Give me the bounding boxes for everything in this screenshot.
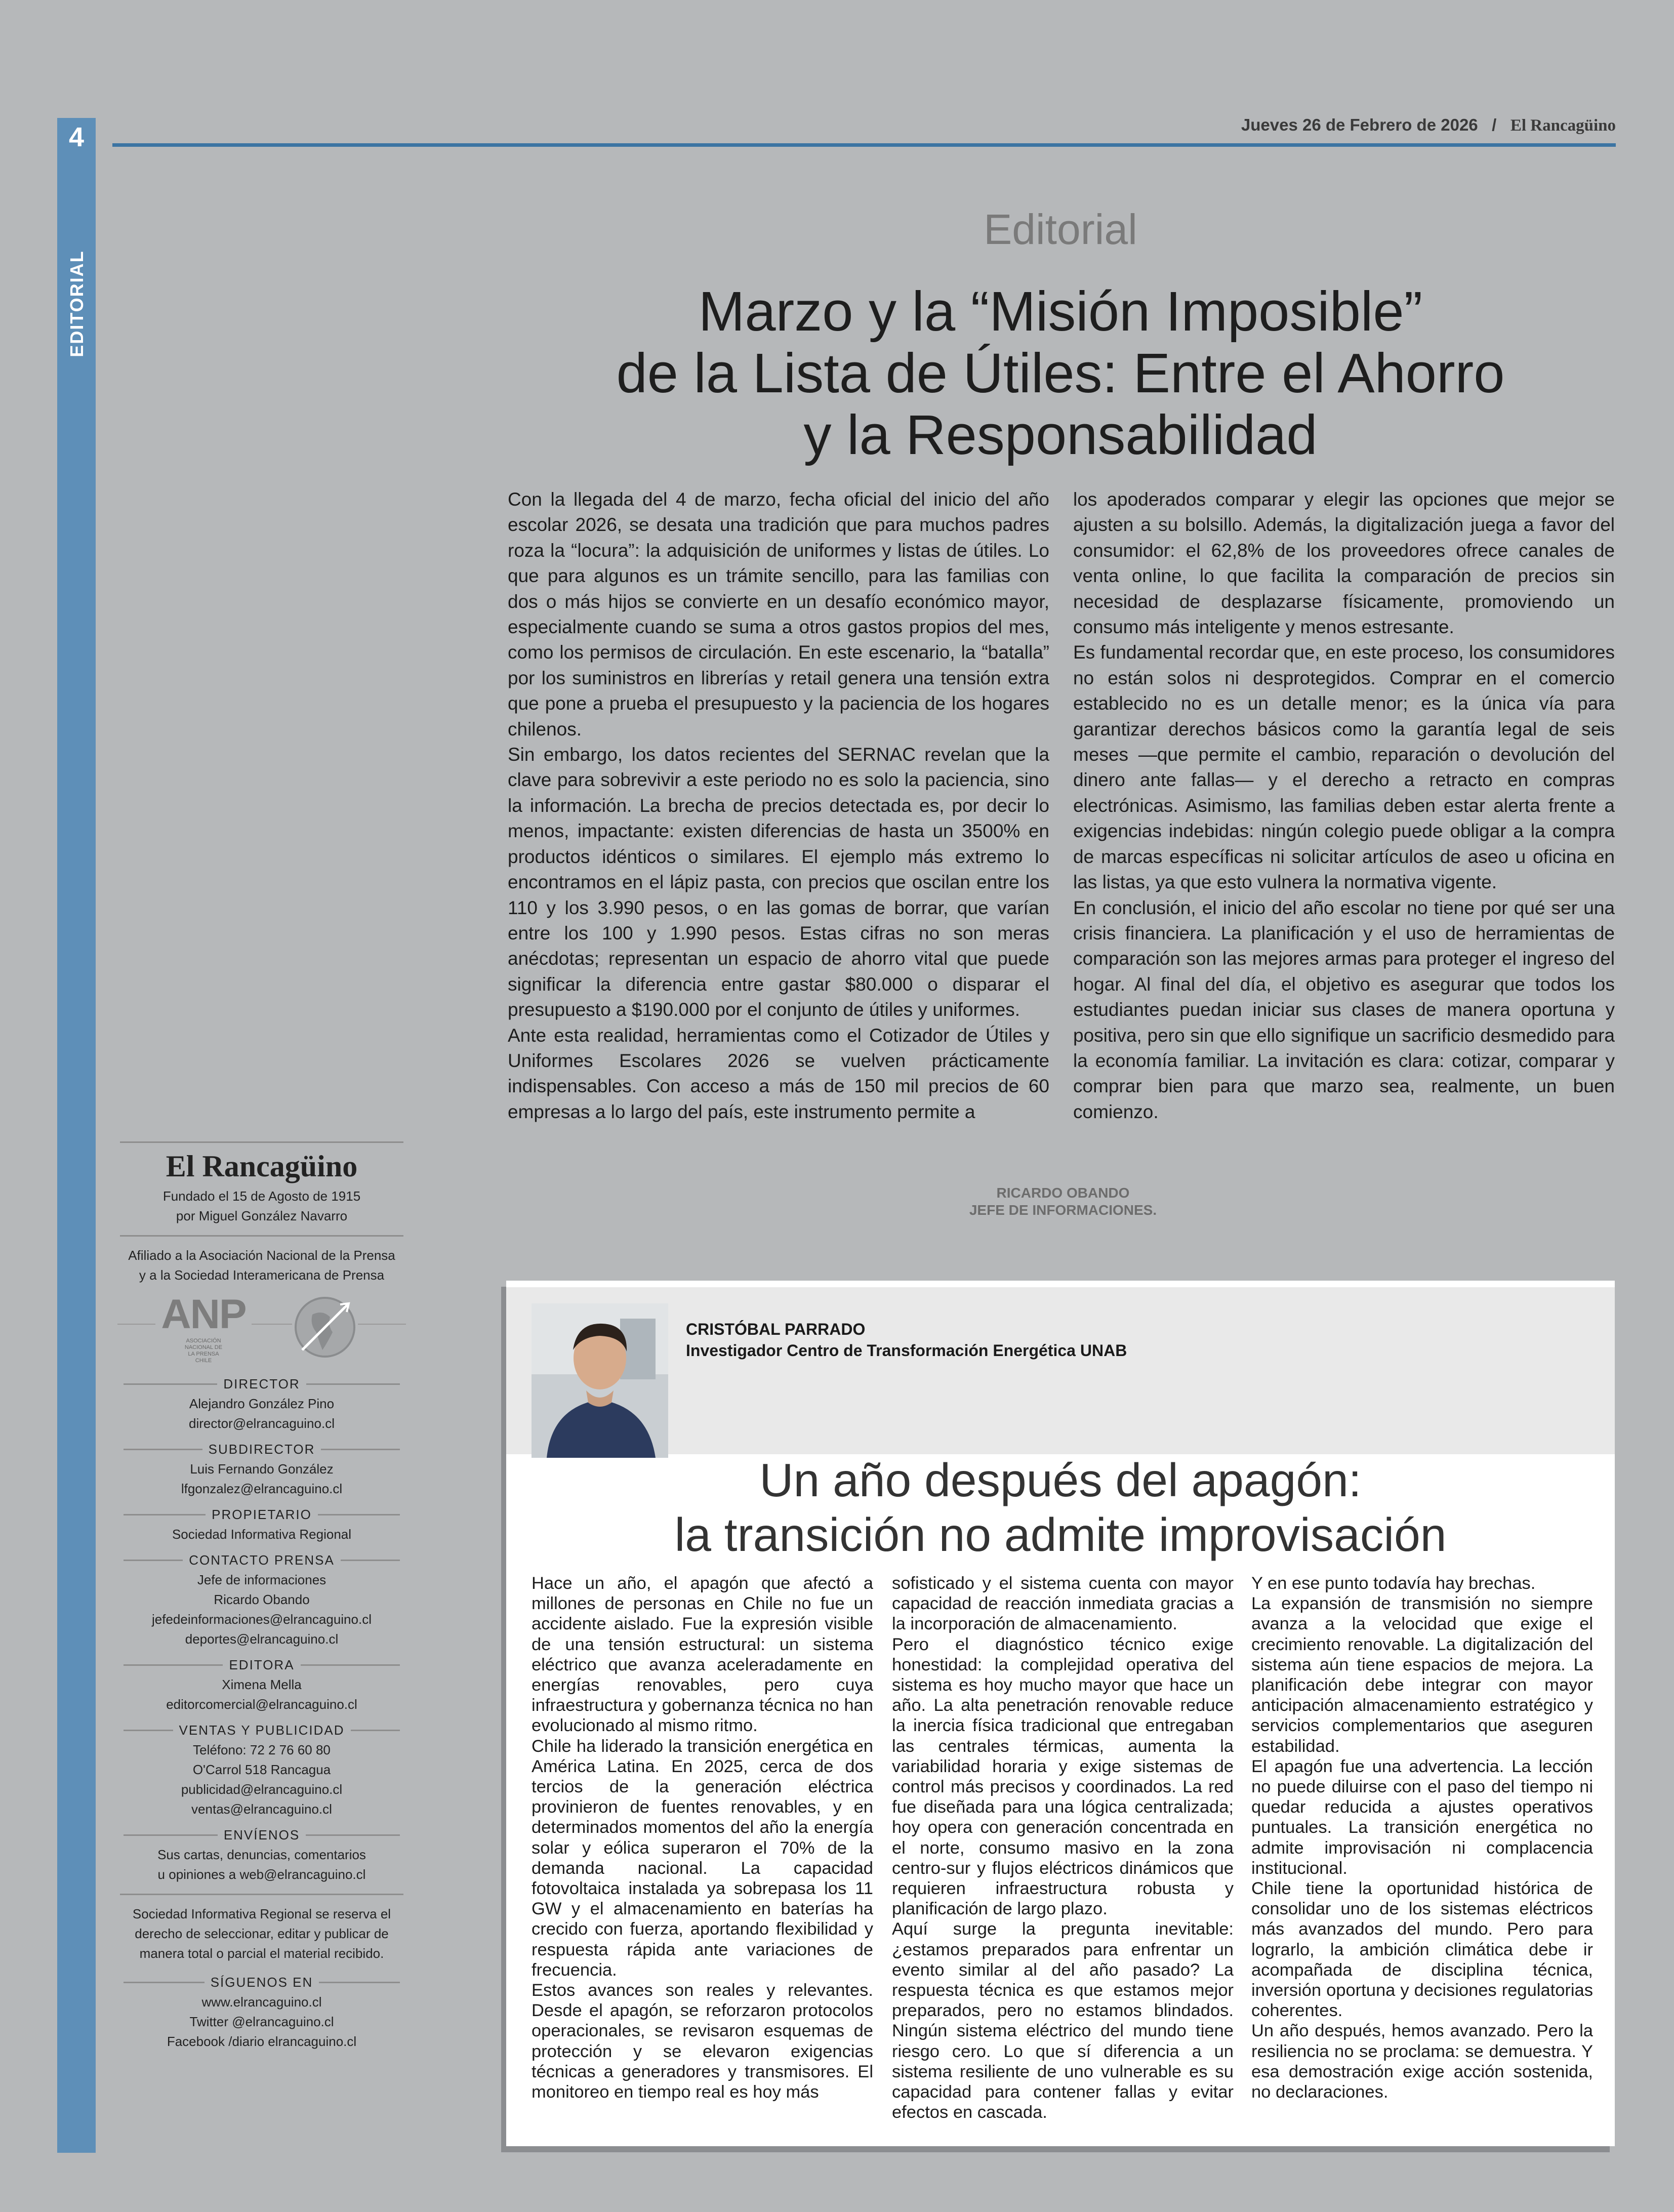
director-email: director@elrancaguino.cl [189,1416,335,1431]
send-block [112,1845,411,1885]
send-line: u opiniones a web@elrancaguino.cl [157,1867,366,1882]
header-dateline [835,115,1616,135]
opinion-column-2 [892,1573,1234,2122]
headline-line: de la Lista de Útiles: Entre el Ahorro [616,342,1505,404]
headline-line: y la Responsabilidad [803,404,1318,466]
paragraph: sofisticado y el sistema cuenta con mayor capacidad de reacción inmediata gracias a la incorporación de almacenamiento. [892,1574,1234,1634]
opinion-headline [506,1453,1615,1562]
subdirector-email: lfgonzalez@elrancaguino.cl [181,1481,343,1496]
sales-phone: Teléfono: 72 2 76 60 80 [193,1742,331,1757]
editor-block [112,1675,411,1714]
masthead [112,1141,411,2058]
paragraph: Ante esta realidad, herramientas como el Cotizador de Útiles y Uniformes Escolares 2026 se vuelven prácticamente indispensables. Con acceso a más de 150 mil precios de 60 empresas a lo largo del país, este instrumento permite a [508,1025,1049,1122]
paragraph: Chile tiene la oportunidad histórica de consolidar uno de los sistemas eléctricos más avanzados del mundo. Pero para lograrlo, la ambición climática debe ir acompañada de disciplina técnica, inversión oportuna y decisiones regulatorias coherentes. [1251,1879,1593,2021]
rights-line: derecho de seleccionar, editar y publicar de [135,1926,389,1941]
subdirector-block [112,1459,411,1499]
editorial-signature [931,1184,1195,1219]
rights-line: Sociedad Informativa Regional se reserva el [132,1906,391,1921]
subdirector-name: Luis Fernando González [190,1461,334,1477]
director-block [112,1394,411,1433]
headline-line: la transición no admite improvisación [674,1508,1447,1561]
author-photo [532,1303,668,1458]
press-email: deportes@elrancaguino.cl [185,1631,339,1647]
owner-name: Sociedad Informativa Regional [172,1527,352,1542]
press-name: Ricardo Obando [214,1592,310,1607]
signature-role: JEFE DE INFORMACIONES. [969,1202,1157,1218]
paragraph: El apagón fue una advertencia. La lección no puede diluirse con el paso del tiempo ni quedar reducida a ajustes operativos puntuales. La transición energética no admite improvisación ni complacencia institucional. [1251,1756,1593,1878]
section-side-bar [57,118,96,2153]
sales-block [112,1740,411,1819]
paragraph: Estos avances son reales y relevantes. Desde el apagón, se reforzaron protocolos operacionales, se revisaron esquemas de protección y se elevaron exigencias técnicas a generadores y transmisores. El monitoreo en tiempo real es hoy más [532,1981,873,2102]
masthead-top-rule [120,1141,403,1143]
issue-date: Jueves 26 de Febrero de 2026 [1241,115,1478,134]
paragraph: La expansión de transmisión no siempre avanza a la velocidad que exige el crecimiento renovable. La digitalización del sistema aún tiene espacios de mejora. La planificación debe integrar con mayor anticipación almacenamiento estratégico y servicios complementarios que aseguren estabilidad. [1251,1594,1593,1756]
paragraph: Un año después, hemos avanzado. Pero la resiliencia no se proclama: se demuestra. Y esa demostración exige acción sostenida, no declaraciones. [1251,2021,1593,2102]
affiliation-line: Afiliado a la Asociación Nacional de la Prensa [128,1248,395,1263]
sales-email: publicidad@elrancaguino.cl [181,1782,343,1797]
editor-name: Ximena Mella [222,1677,302,1692]
editorial-kicker: Editorial [984,206,1137,253]
headline-line: Marzo y la “Misión Imposible” [698,280,1423,343]
dateline-separator: / [1492,115,1497,134]
press-contact-label: CONTACTO PRENSA [112,1550,411,1570]
paragraph: En conclusión, el inicio del año escolar no tiene por qué ser una crisis financiera. La planificación y el uso de herramientas de comparación son las mejores armas para proteger el ingreso del hogar. Al final del día, el objetivo es asegurar que todos los estudiantes puedan iniciar sus clases de manera oportuna y positiva, pero sin que ello signifique un sacrificio desmedido para la economía familiar. La invitación es clara: cotizar, comparar y comprar bien para que marzo sea, realmente, un buen comienzo. [1073,897,1615,1122]
paragraph: Con la llegada del 4 de marzo, fecha oficial del inicio del año escolar 2026, se desata una tradición que para muchos padres roza la “locura”: la adquisición de uniformes y listas de útiles. Lo que para algunos es un trámite sencillo, para las familias con dos o más hijos se convierte en un desafío económico mayor, especialmente cuando se suma a otros gastos propios del mes, como los permisos de circulación. En este escenario, la “batalla” por los suministros en librerías y retail genera una tensión extra que pone a prueba el presupuesto y la paciencia de los hogares chilenos. [508,489,1049,740]
owner-label: PROPIETARIO [112,1505,411,1525]
section-label: EDITORIAL [66,250,87,357]
opinion-column-1 [532,1573,873,2102]
director-name: Alejandro González Pino [189,1396,335,1411]
author-role: Investigador Centro de Transformación Energética UNAB [686,1341,1127,1360]
paragraph: Pero el diagnóstico técnico exige honestidad: la complejidad operativa del sistema es hoy mucho mayor que hace un año. La alta penetración renovable reduce la inercia física tradicional que entregaban las centrales térmicas, aumenta la variabilidad horaria y exige sistemas de control más precisos y coordinados. La red fue diseñada para una lógica centralizada; hoy opera con generación concentrada en el norte, consumo masivo en la zona centro-sur y flujos eléctricos dinámicos que requieren infraestructura robusta y planificación de largo plazo. [892,1634,1234,1919]
owner-block [112,1525,411,1544]
editor-email: editorcomercial@elrancaguino.cl [166,1697,357,1712]
director-label: DIRECTOR [112,1374,411,1394]
paragraph: Aquí surge la pregunta inevitable: ¿estamos preparados para enfrentar un evento similar al del año pasado? La respuesta técnica es que estamos mejor preparados, pero no estamos blindados. Ningún sistema eléctrico del mundo tiene riesgo cero. Lo que sí diferencia a un sistema resiliente de uno vulnerable es su capacidad para contener fallas y evitar efectos en cascada. [892,1919,1234,2122]
paragraph: Sin embargo, los datos recientes del SERNAC revelan que la clave para sobrevivir a este periodo no es solo la paciencia, sino la información. La brecha de precios detectada es, por decir lo menos, impactante: existen diferencias de hasta un 3500% en productos idénticos o similares. El ejemplo más extremo lo encontramos en el lápiz pasta, con precios que oscilan entre los 110 y los 3.990 pesos, o en las gomas de borrar, que varían entre los 100 y 1.990 pesos. Estas cifras no son meras anécdotas; representan un espacio de ahorro vital que puede significar la diferencia entre gastar $80.000 o disparar el presupuesto a $190.000 por el conjunto de útiles y uniformes. [508,744,1049,1020]
press-logos [112,1290,411,1371]
paragraph: Chile ha liderado la transición energética en América Latina. En 2025, cerca de dos tercios de la generación eléctrica provinieron de fuentes renovables, y en determinados momentos del año la energía solar y eólica superaron el 70% de la demanda nacional. La capacidad fotovoltaica instalada ya sobrepasa los 11 GW y el almacenamiento en baterías ha crecido con fuerza, aportando flexibilidad y respuesta rápida ante variaciones de frecuencia. [532,1736,873,1980]
rights-block [112,1904,411,1963]
divider [120,1235,403,1237]
opinion-column-3 [1251,1573,1593,2102]
editorial-column-1 [508,487,1049,1125]
paragraph: Es fundamental recordar que, en este proceso, los consumidores no están solos ni desprotegidos. Comprar en el comercio establecido no es un detalle menor; es la única vía para garantizar derechos básicos como la garantía legal de seis meses —que permite el cambio, reparación o devolución del dinero ante fallas— y el derecho a retracto en compras electrónicas. Asimismo, las familias deben estar alerta frente a exigencias indebidas: ningún colegio puede obligar a la compra de marcas específicas ni solicitar artículos de aseo u oficina en las listas, ya que esto vulnera la normativa vigente. [1073,642,1615,893]
sip-globe-logo [292,1294,358,1360]
follow-facebook: Facebook /diario elrancaguino.cl [167,2034,357,2049]
press-email: jefedeinformaciones@elrancaguino.cl [152,1612,372,1627]
founded-line: Fundado el 15 de Agosto de 1915 [162,1189,361,1204]
founder-line: por Miguel González Navarro [176,1208,348,1223]
signature-name: RICARDO OBANDO [996,1185,1130,1201]
follow-label: SÍGUENOS EN [112,1973,411,1992]
anp-logo [155,1291,252,1362]
editorial-column-2 [1073,487,1615,1125]
editor-label: EDITORA [112,1655,411,1675]
dateline-paper-name: El Rancagüino [1510,116,1616,135]
follow-twitter: Twitter @elrancaguino.cl [189,2014,334,2029]
sales-email: ventas@elrancaguino.cl [191,1801,332,1817]
paragraph: los apoderados comparar y elegir las opciones que mejor se ajusten a su bolsillo. Además, la digitalización juega a favor del consumidor: el 62,8% de los proveedores ofrece canales de venta online, lo que facilita la comparación de precios sin necesidad de desplazarse físicamente, promoviendo un consumo más inteligente y menos estresante. [1073,489,1615,638]
sales-address: O'Carrol 518 Rancagua [192,1762,331,1777]
press-role: Jefe de informaciones [197,1572,326,1587]
paragraph: Y en ese punto todavía hay brechas. [1251,1574,1536,1593]
editorial-headline [506,281,1615,466]
author-name: CRISTÓBAL PARRADO [686,1320,866,1338]
send-label: ENVÍENOS [112,1825,411,1845]
follow-block [112,1992,411,2052]
header-rule [112,143,1616,147]
anp-logo-mark: ANP [161,1291,246,1337]
send-line: Sus cartas, denuncias, comentarios [157,1847,366,1862]
press-contact-block [112,1570,411,1649]
masthead-title: El Rancagüino [166,1150,358,1183]
affiliation-line: y a la Sociedad Interamericana de Prensa [139,1267,385,1283]
sales-label: VENTAS Y PUBLICIDAD [112,1721,411,1740]
paragraph: Hace un año, el apagón que afectó a millones de personas en Chile no fue un accidente aislado. Fue la expresión visible de una tensión estructural: un sistema eléctrico que avanza aceleradamente en energías renovables, pero cuya infraestructura y gobernanza técnica no han evolucionado al mismo ritmo. [532,1574,873,1736]
page-number: 4 [68,122,85,152]
subdirector-label: SUBDIRECTOR [112,1440,411,1459]
author-credit [686,1319,1127,1361]
rights-line: manera total o parcial el material recibido. [139,1946,384,1961]
divider [120,1894,403,1895]
anp-logo-subtitle: ASOCIACIÓN NACIONAL DE LA PRENSA CHILE [184,1338,223,1364]
follow-web: www.elrancaguino.cl [201,1994,322,2010]
author-band [506,1287,1615,1454]
headline-line: Un año después del apagón: [759,1454,1362,1506]
